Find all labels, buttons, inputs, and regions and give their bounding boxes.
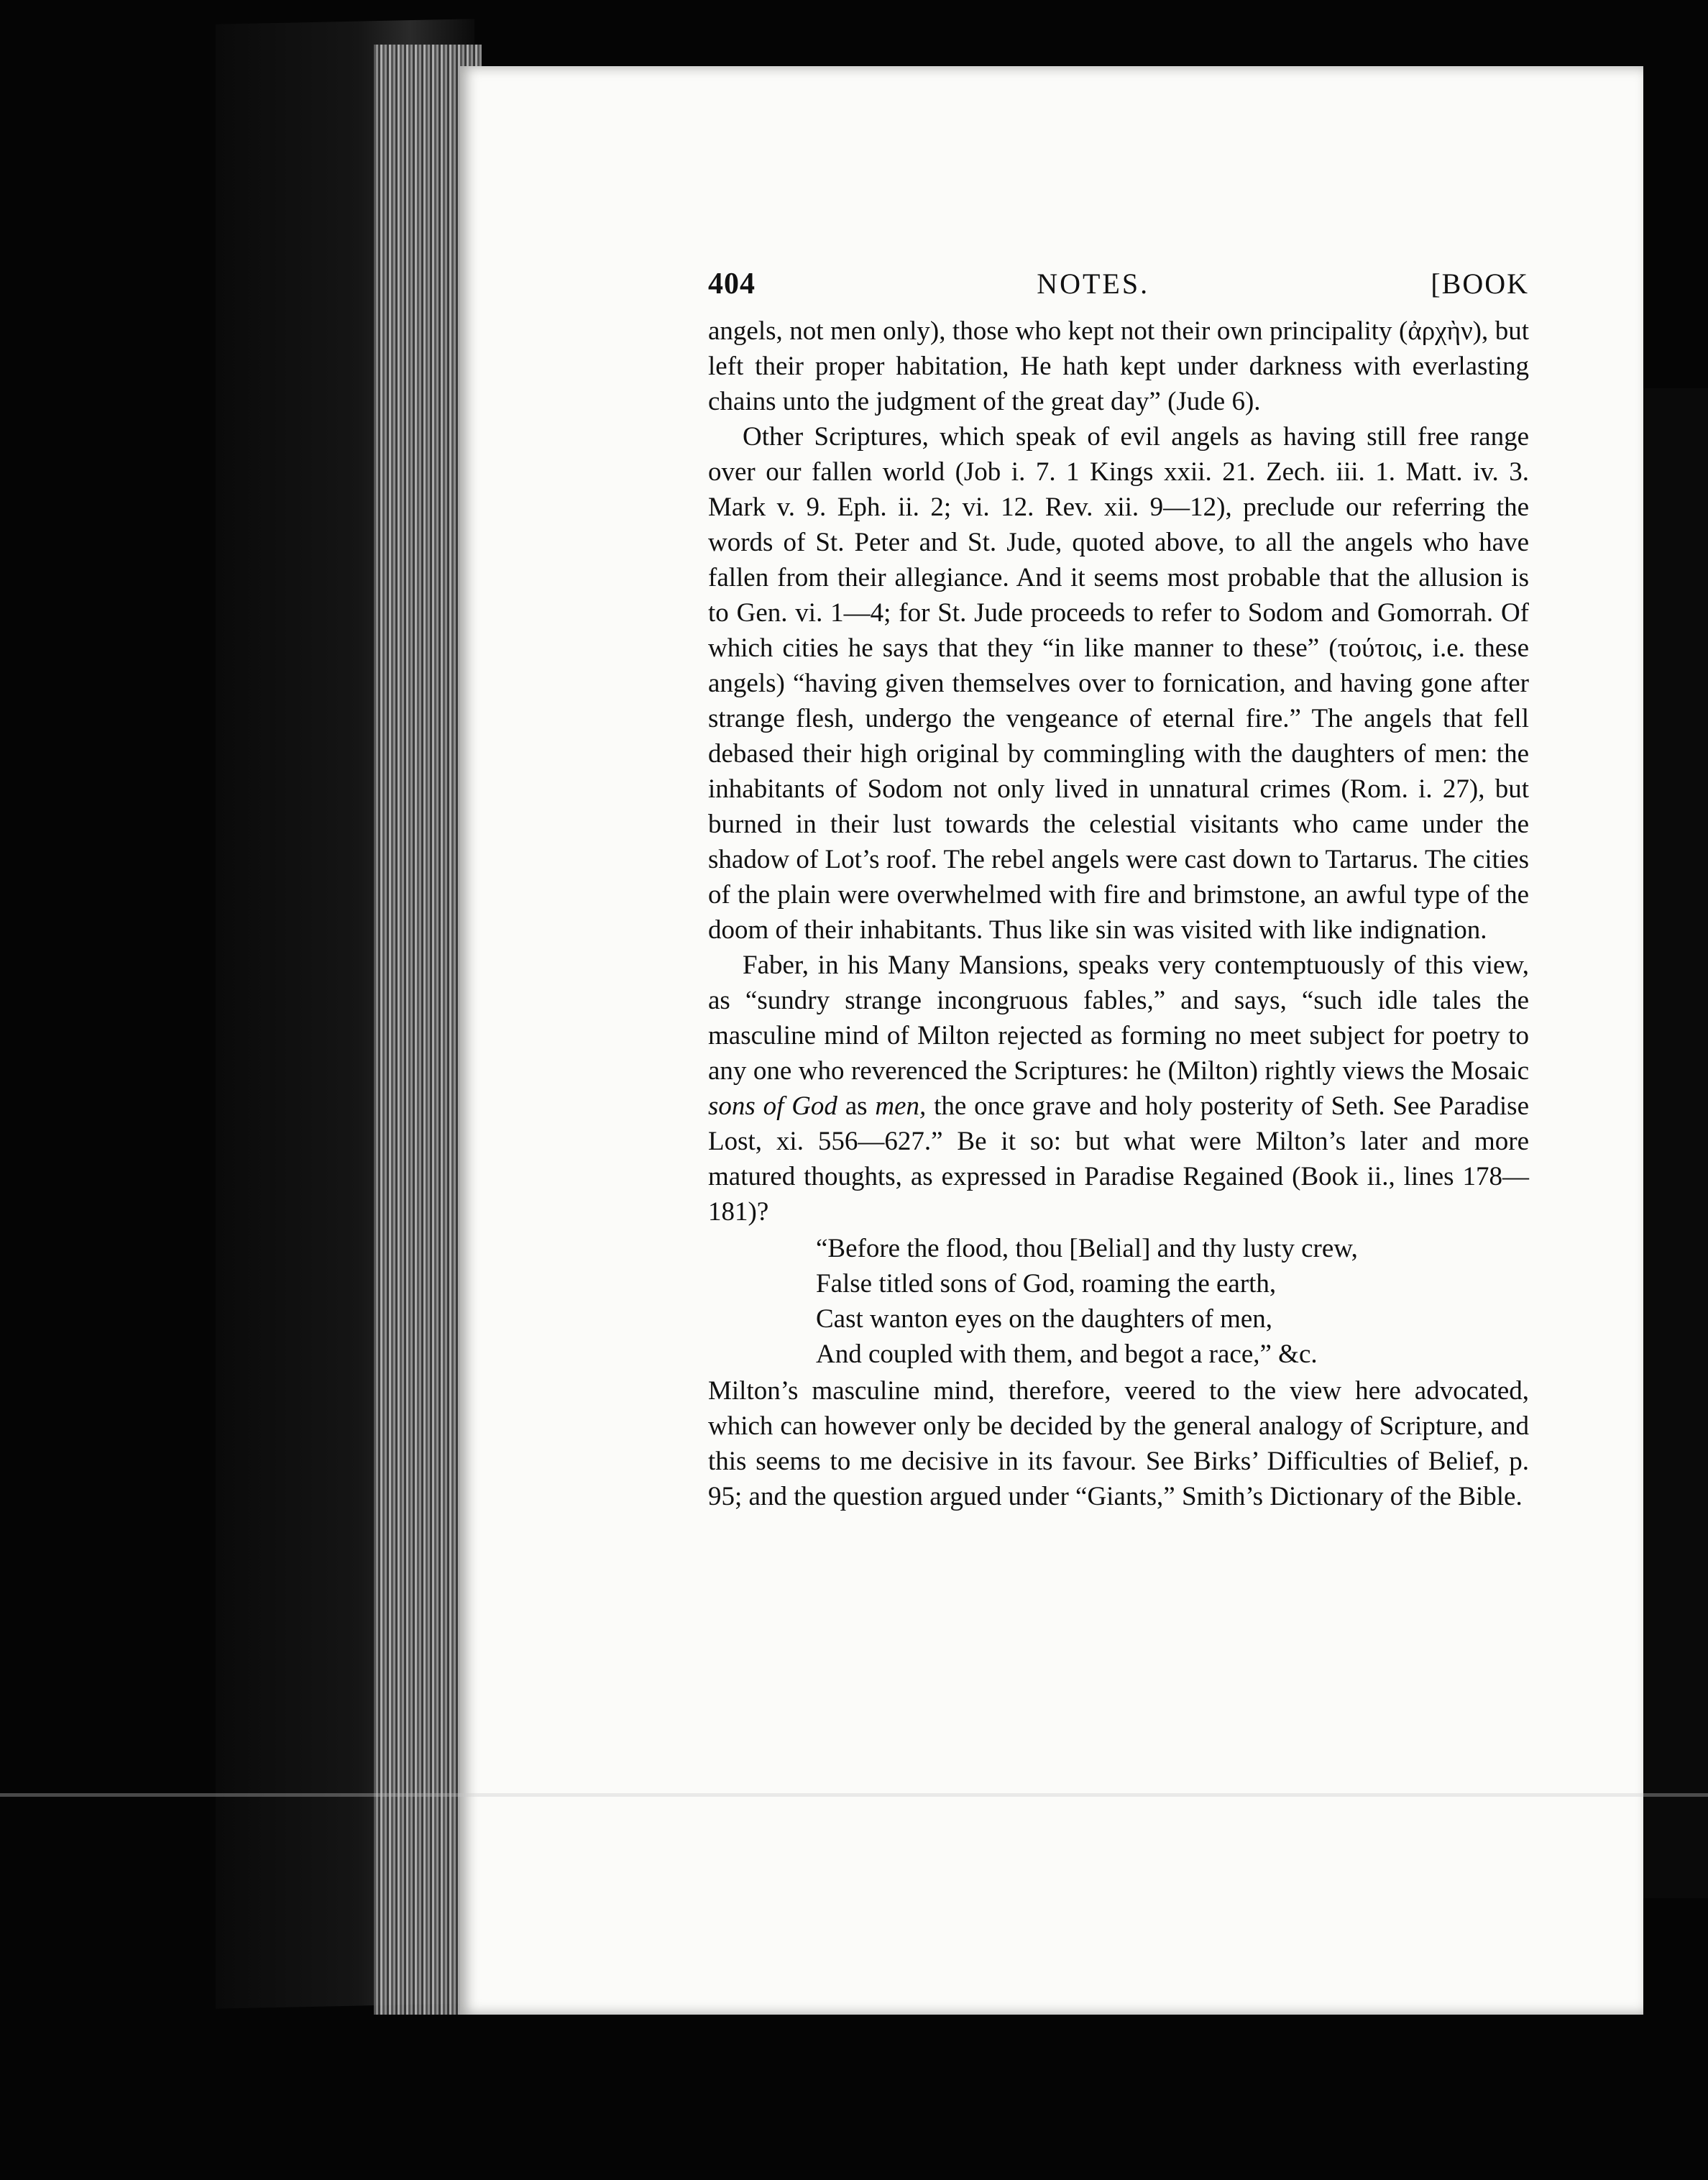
- verse-line: False titled sons of God, roaming the earth,: [816, 1269, 1277, 1299]
- paragraph-faber: [708, 948, 1529, 1229]
- verse-quotation: [816, 1231, 1529, 1372]
- verse-line: Cast wanton eyes on the daughters of men,: [816, 1304, 1273, 1334]
- running-section: [BOOK: [1431, 267, 1529, 300]
- emphasis-sons-of-god: sons of God: [708, 1091, 837, 1121]
- paragraph-faber-text-c: the once grave and holy posterity of Seth. See Paradise Lost, xi. 556—627.” Be it so: but what were Milton’s later and more matured thoughts, as expressed in Paradise Regained (Book ii., lines 178—181)?: [708, 1091, 1529, 1227]
- verse-line: “Before the flood, thou [Belial] and thy lusty crew,: [816, 1234, 1358, 1263]
- paragraph-continued: angels, not men only), those who kept not their own principality (ἀρχὴν), but left their proper habitation, He hath kept under darkness with everlasting chains unto the judgment of the great day” (Jude 6).: [708, 316, 1529, 416]
- running-head: [708, 266, 1529, 302]
- paragraph-faber-text-b: as: [837, 1091, 876, 1121]
- verse-line: And coupled with them, and begot a race,” &c.: [816, 1339, 1318, 1369]
- page-text-block: [708, 266, 1529, 1514]
- page-number: 404: [708, 267, 756, 301]
- running-title: NOTES.: [1037, 267, 1150, 300]
- paragraph-other-scriptures: Other Scriptures, which speak of evil angels as having still free range over our fallen world (Job i. 7. 1 Kings xxii. 21. Zech. iii. 1. Matt. iv. 3. Mark v. 9. Eph. ii. 2; vi. 12. Rev. xii. 9—12), preclude our referring the words of St. Peter and St. Jude, quoted above, to all the angels who have fallen from their allegiance. And it seems most probable that the allusion is to Gen. vi. 1—4; for St. Jude proceeds to refer to Sodom and Gomorrah. Of which cities he says that they “in like manner to these” (τούτοις, i.e. these angels) “having given themselves over to fornication, and having gone after strange flesh, undergo the vengeance of eternal fire.” The angels that fell debased their high original by commingling with the daughters of men: the inhabitants of Sodom not only lived in unnatural crimes (Rom. i. 27), but burned in their lust towards the celestial visitants who came under the shadow of Lot’s roof. The rebel angels were cast down to Tartarus. The cities of the plain were overwhelmed with fire and brimstone, an awful type of the doom of their inhabitants. Thus like sin was visited with like indignation.: [708, 422, 1529, 945]
- scan-artifact-line: [0, 1793, 1708, 1797]
- paragraph-faber-text-a: Faber, in his Many Mansions, speaks very contemptuously of this view, as “sundry strange incongruous fables,” and says, “such idle tales the masculine mind of Milton rejected as forming no meet subject for poetry to any one who reverenced the Scriptures: he (Milton) rightly views the Mosaic: [708, 951, 1529, 1086]
- facing-page-edge: [1643, 388, 1708, 1898]
- emphasis-men: men,: [875, 1091, 927, 1121]
- paragraph-conclusion: Milton’s masculine mind, therefore, veered to the view here advocated, which can however only be decided by the general analogy of Scripture, and this seems to me decisive in its favour. See Birks’ Difficulties of Belief, p. 95; and the question argued under “Giants,” Smith’s Dictionary of the Bible.: [708, 1376, 1529, 1511]
